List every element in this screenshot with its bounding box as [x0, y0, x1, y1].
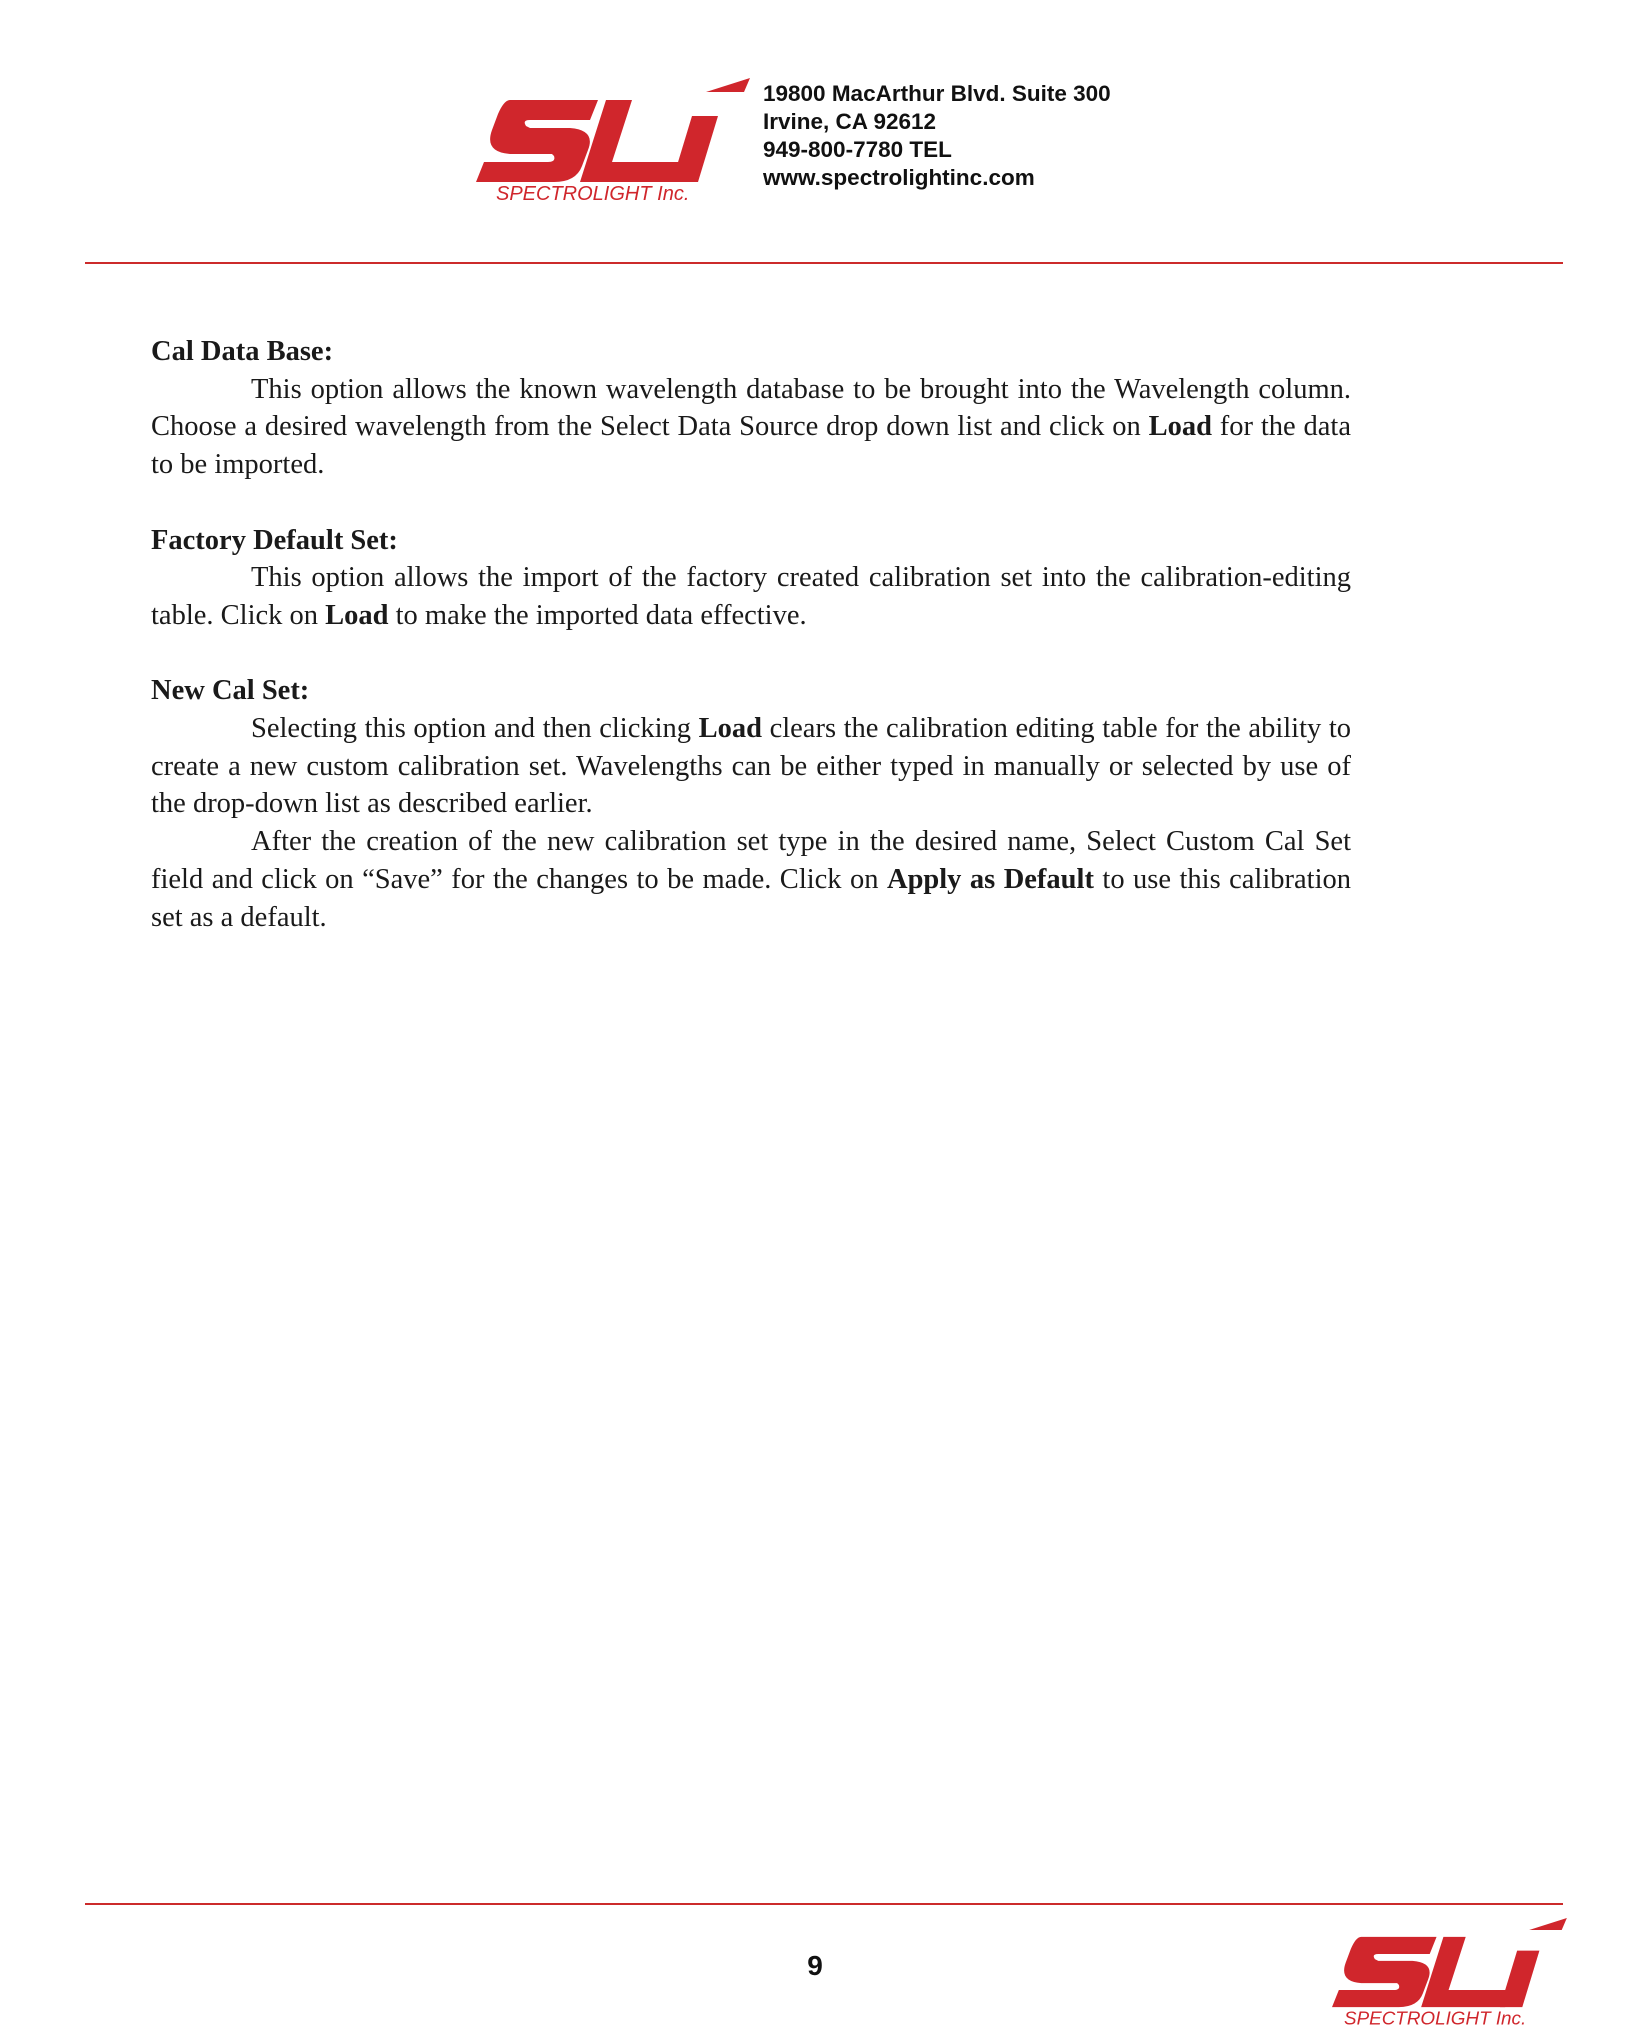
section-heading-new-cal-set: New Cal Set:: [151, 675, 310, 707]
document-body: [151, 333, 1351, 936]
section-paragraph: After the creation of the new calibration set type in the desired name, Select Custom Cal Set field and click on “Save” for the changes to be made. Click on Apply as Default to use this calibration set as a default.: [151, 826, 1351, 933]
section-paragraph: This option allows the import of the factory created calibration set into the calibration-editing table. Click on Load to make the imported data effective.: [151, 562, 1351, 631]
company-logo-footer: [1326, 1918, 1572, 2026]
header-divider: [85, 262, 1563, 264]
section-heading-factory-default-set: Factory Default Set:: [151, 524, 398, 556]
address-line-phone: 949-800-7780 TEL: [763, 137, 952, 162]
address-line-city: Irvine, CA 92612: [763, 109, 937, 134]
section-paragraph: This option allows the known wavelength database to be brought into the Wavelength column. Choose a desired wavelength from the Select Data Source drop down list and click on Load for the data to be imported.: [151, 373, 1351, 481]
load-keyword: Load: [698, 713, 762, 744]
section-paragraph: Selecting this option and then clicking Load clears the calibration editing table for the ability to create a new custom calibration set. Wavelengths can be either typed in manually or selected by use of the drop-down list as described earlier.: [151, 713, 1351, 820]
load-keyword: Load: [325, 599, 389, 631]
footer-divider: [85, 1903, 1563, 1905]
company-logo-header: [470, 78, 755, 204]
page-number: 9: [807, 1950, 823, 1981]
company-address: [763, 80, 1111, 192]
section-heading-cal-data-base: Cal Data Base:: [151, 336, 334, 367]
apply-as-default-keyword: Apply as Default: [886, 863, 1094, 895]
load-keyword: Load: [1148, 411, 1212, 443]
logo-company-text: SPECTROLIGHT Inc.: [496, 183, 690, 204]
address-line-street: 19800 MacArthur Blvd. Suite 300: [763, 81, 1111, 106]
address-line-website: www.spectrolightinc.com: [763, 165, 1035, 190]
logo-company-text: SPECTROLIGHT Inc.: [1344, 2007, 1527, 2026]
